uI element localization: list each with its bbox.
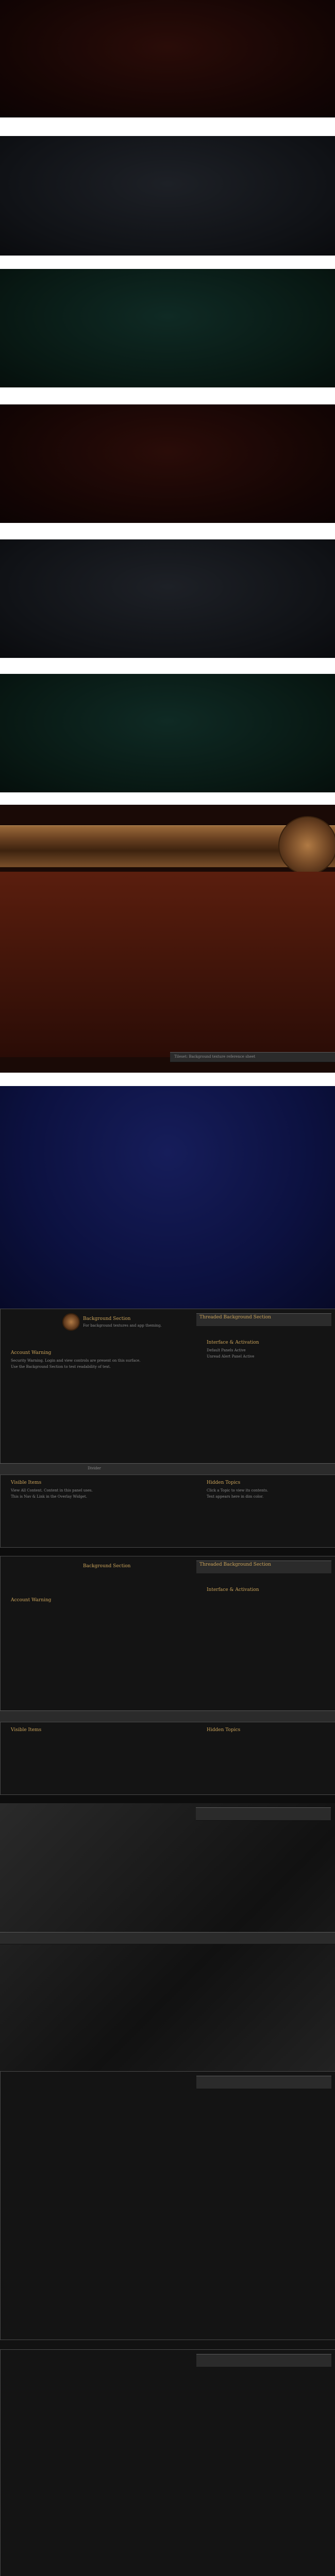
panel-block-5 bbox=[0, 2349, 335, 2576]
gear-ornament-icon bbox=[278, 816, 335, 875]
account-warning-line-1: Security Warning. Login and view controls are present on this surface. bbox=[11, 1359, 141, 1363]
visible-items-line-2: This is Nav & Link in the Overlay Widget. bbox=[11, 1495, 87, 1499]
crest-icon bbox=[62, 1313, 80, 1331]
threaded-title-2: Threaded Background Section bbox=[199, 1562, 271, 1567]
divider-bar-3 bbox=[0, 1932, 335, 1944]
threaded-header-3 bbox=[196, 1807, 331, 1821]
threaded-header-4 bbox=[196, 2076, 331, 2089]
threaded-header bbox=[196, 1313, 331, 1327]
visible-items-heading: Visible Items bbox=[11, 1480, 42, 1485]
panel-block-2 bbox=[0, 1556, 335, 1711]
divider-label: Divider bbox=[88, 1466, 102, 1470]
threaded-header-2 bbox=[196, 1561, 331, 1574]
threaded-title: Threaded Background Section bbox=[199, 1315, 271, 1320]
divider-bar-1 bbox=[0, 1463, 335, 1476]
texture-tile-dark-teal-2 bbox=[0, 674, 335, 792]
main-title: Background Section bbox=[83, 1316, 131, 1321]
hidden-topics-line-2: Text appears here in dim color. bbox=[207, 1495, 264, 1499]
panel-mockups-textured bbox=[0, 2071, 335, 2576]
frame-caption-bar bbox=[170, 1052, 335, 1062]
texture-tile-dark-red bbox=[0, 0, 335, 117]
interface-heading-2: Interface & Activation bbox=[207, 1587, 259, 1592]
panel-block-4 bbox=[0, 2071, 335, 2340]
visible-items-line-1: View All Content. Content in this panel uses. bbox=[11, 1488, 93, 1493]
main-title-2: Background Section bbox=[83, 1564, 131, 1569]
hidden-topics-line-1: Click a Topic to view its contents. bbox=[207, 1488, 269, 1493]
texture-tile-dark-slate bbox=[0, 136, 335, 256]
texture-tile-navy bbox=[0, 1086, 335, 1309]
panel-block-3 bbox=[0, 1803, 335, 2071]
frame-caption: Tileset: Background texture reference sheet bbox=[174, 1055, 256, 1059]
texture-tile-dark-slate-2 bbox=[0, 539, 335, 658]
account-warning-line-2: Use the Background Section to test readability of text. bbox=[11, 1365, 111, 1369]
main-subtitle: For background textures and app theming. bbox=[83, 1324, 162, 1328]
hidden-topics-heading: Hidden Topics bbox=[207, 1480, 241, 1485]
account-warning-heading-2: Account Warning bbox=[11, 1598, 52, 1603]
footer-panel-1 bbox=[0, 1475, 335, 1548]
ornamental-frame bbox=[0, 805, 335, 1073]
divider-bar-2 bbox=[0, 1710, 335, 1723]
panel-mockups bbox=[0, 1309, 335, 2071]
footer-panel-2 bbox=[0, 1722, 335, 1795]
rust-panel bbox=[0, 872, 335, 1057]
texture-tile-dark-teal bbox=[0, 269, 335, 387]
visible-items-heading-2: Visible Items bbox=[11, 1727, 42, 1733]
panel-block-1 bbox=[0, 1309, 335, 1464]
interface-line-2: Unread Alert Panel Active bbox=[207, 1354, 255, 1359]
account-warning-heading: Account Warning bbox=[11, 1350, 52, 1355]
interface-heading: Interface & Activation bbox=[207, 1340, 259, 1345]
texture-tile-dark-red-2 bbox=[0, 404, 335, 523]
interface-line-1: Default Panels Active bbox=[207, 1348, 246, 1352]
hidden-topics-heading-2: Hidden Topics bbox=[207, 1727, 241, 1733]
threaded-header-5 bbox=[196, 2354, 331, 2367]
